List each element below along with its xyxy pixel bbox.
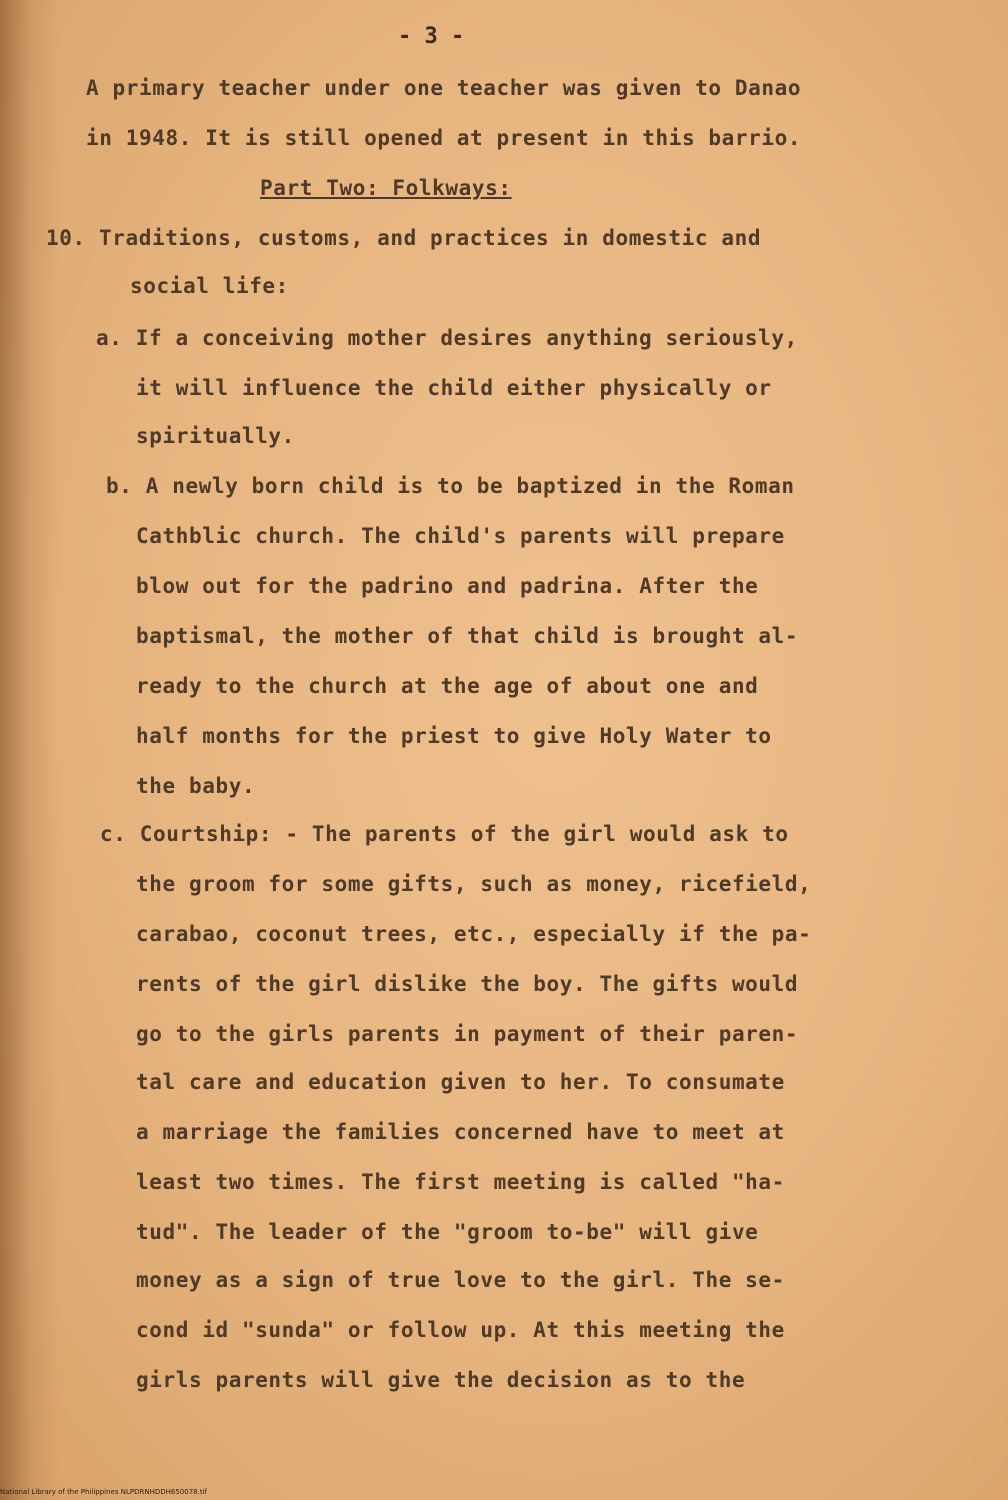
item-c-line-4: rents of the girl dislike the boy. The gifts would [136, 972, 799, 996]
item-a-line-1: a. If a conceiving mother desires anything seriously, [96, 326, 798, 350]
scan-footer: National Library of the Philippines NLPDRNHDDH650078.tif [0, 1488, 207, 1496]
item-a-line-3: spiritually. [136, 424, 295, 448]
item-b-line-7: the baby. [136, 774, 256, 798]
item-10-line-1: 10. Traditions, customs, and practices in domestic and [46, 226, 762, 250]
item-c-line-8: least two times. The first meeting is called "ha- [136, 1170, 785, 1194]
item-a-line-2: it will influence the child either physically or [136, 376, 772, 400]
text-line-2: in 1948. It is still opened at present in this barrio. [86, 126, 802, 150]
item-c-line-6: tal care and education given to her. To consumate [136, 1070, 785, 1094]
item-c-line-1: c. Courtship: - The parents of the girl would ask to [100, 822, 789, 846]
item-c-line-2: the groom for some gifts, such as money, ricefield, [136, 872, 812, 896]
item-c-line-5: go to the girls parents in payment of their paren- [136, 1022, 799, 1046]
item-c-line-7: a marriage the families concerned have to meet at [136, 1120, 785, 1144]
item-b-line-6: half months for the priest to give Holy Water to [136, 724, 772, 748]
item-b-line-2: Cathblic church. The child's parents will prepare [136, 524, 785, 548]
item-b-line-1: b. A newly born child is to be baptized in the Roman [106, 474, 795, 498]
item-b-line-4: baptismal, the mother of that child is brought al- [136, 624, 799, 648]
item-c-line-9: tud". The leader of the "groom to-be" will give [136, 1220, 759, 1244]
item-c-line-10: money as a sign of true love to the girl. The se- [136, 1268, 785, 1292]
item-c-line-11: cond id "sunda" or follow up. At this meeting the [136, 1318, 785, 1342]
item-c-line-12: girls parents will give the decision as to the [136, 1368, 746, 1392]
item-c-line-3: carabao, coconut trees, etc., especially if the pa- [136, 922, 812, 946]
section-heading: Part Two: Folkways: [260, 176, 512, 200]
text-line-1: A primary teacher under one teacher was given to Danao [86, 76, 802, 100]
item-b-line-5: ready to the church at the age of about one and [136, 674, 759, 698]
page-number: - 3 - [398, 24, 465, 49]
item-b-line-3: blow out for the padrino and padrina. After the [136, 574, 759, 598]
item-10-line-2: social life: [130, 274, 289, 298]
